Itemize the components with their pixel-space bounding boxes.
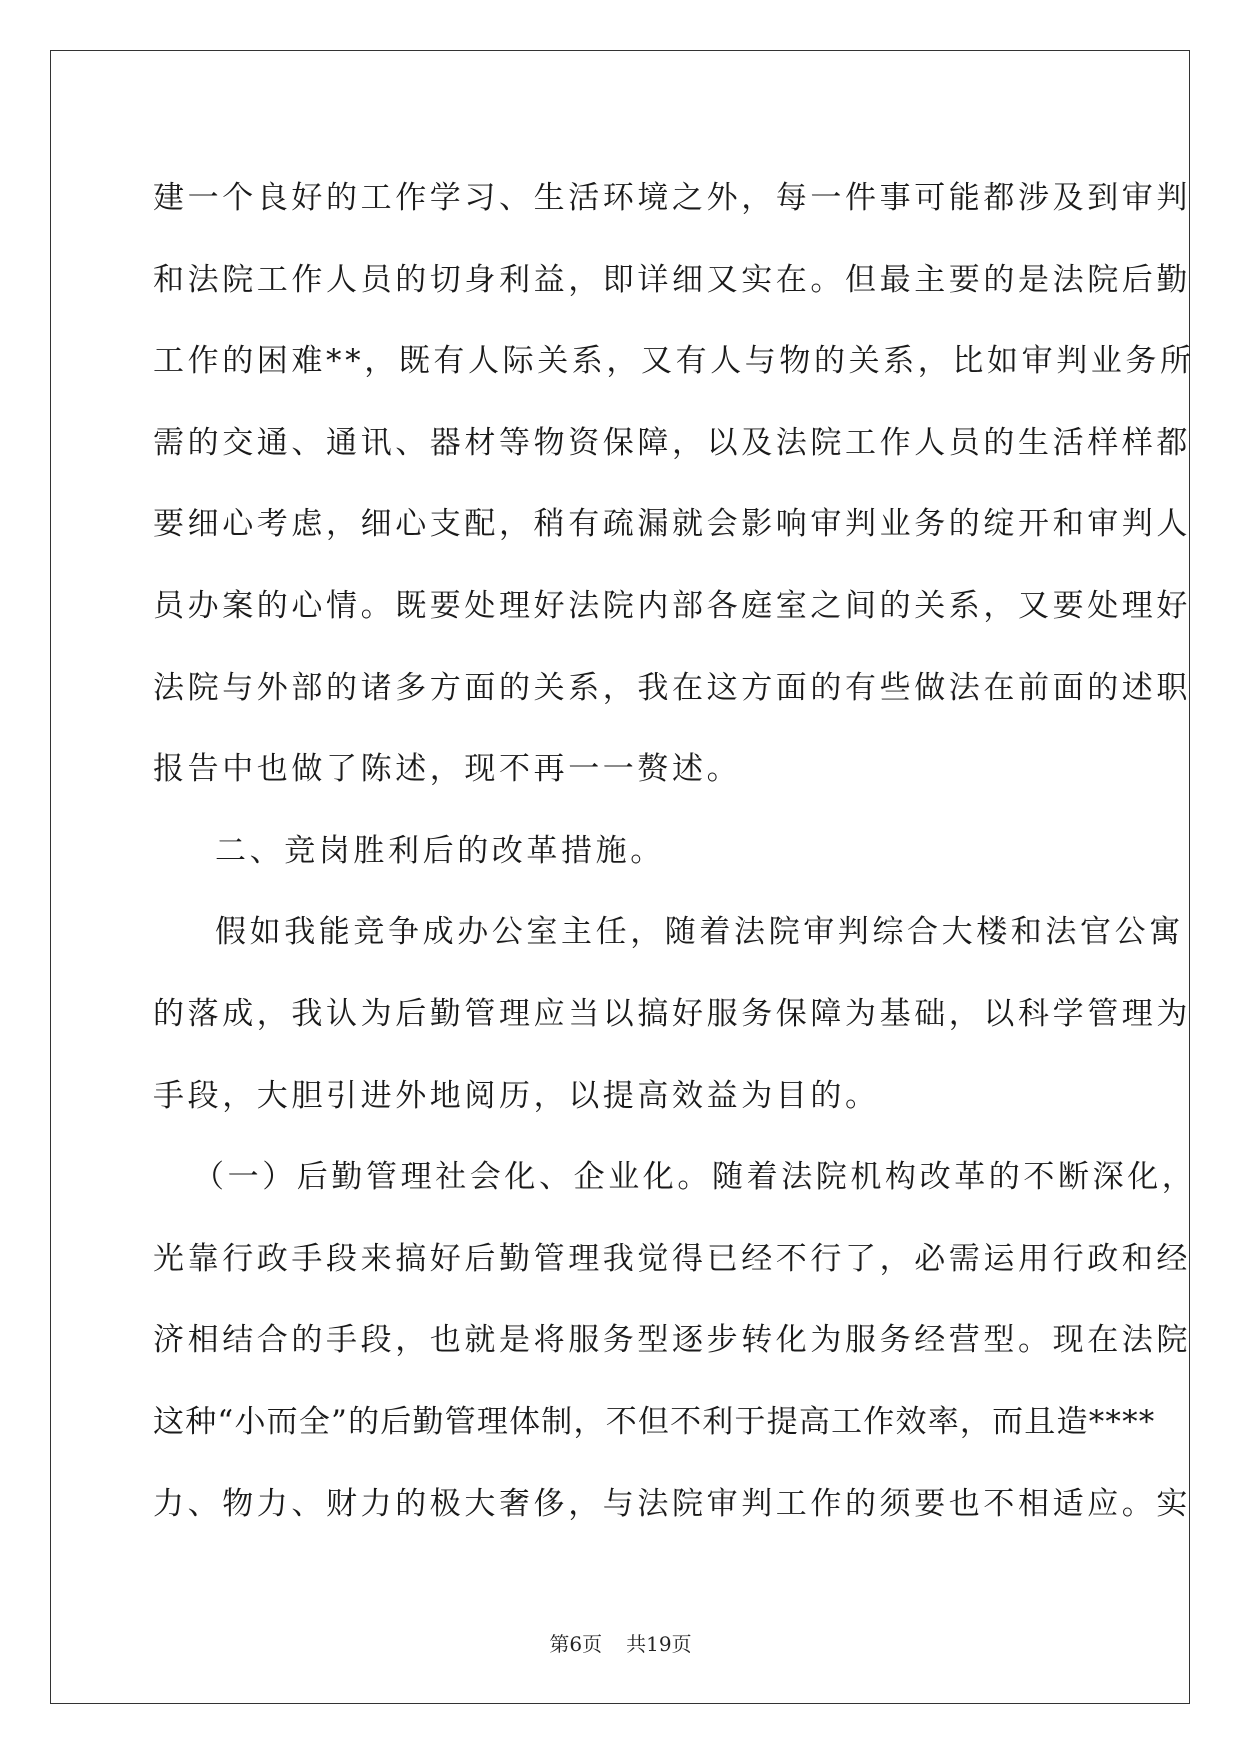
text-line: 需的交通、通讯、器材等物资保障，以及法院工作人员的生活样样都 [153,424,1191,461]
paragraph-start: 假如我能竞争成办公室主任，随着法院审判综合大楼和法官公寓 [215,914,1184,951]
text-line: 工作的困难**，既有人际关系，又有人与物的关系，比如审判业务所 [153,343,1195,380]
text-line: 报告中也做了陈述，现不再一一赘述。 [153,751,742,788]
text-line: 建一个良好的工作学习、生活环境之外，每一件事可能都涉及到审判 [153,180,1191,216]
document-body [153,158,1197,1545]
text-line: 的落成，我认为后勤管理应当以搞好服务保障为基础，以科学管理为 [153,995,1191,1032]
text-line: 济相结合的手段，也就是将服务型逐步转化为服务经营型。现在法院 [153,1322,1191,1359]
text-line: 这种“小而全”的后勤管理体制，不但不利于提高工作效率，而且造**** [153,1403,1156,1440]
text-line: 和法院工作人员的切身利益，即详细又实在。但最主要的是法院后勤 [153,261,1191,298]
page-number: 第6页 [549,1632,603,1656]
text-line: 力、物力、财力的极大奢侈，与法院审判工作的须要也不相适应。实 [153,1485,1191,1522]
page-total: 共19页 [626,1632,692,1656]
text-line: 员办案的心情。既要处理好法院内部各庭室之间的关系，又要处理好 [153,587,1191,624]
text-line: 光靠行政手段来搞好后勤管理我觉得已经不行了，必需运用行政和经 [153,1240,1191,1277]
page-footer [0,1628,1241,1657]
subsection-start: （一）后勤管理社会化、企业化。随着法院机构改革的不断深化， [193,1159,1197,1196]
section-heading: 二、竞岗胜利后的改革措施。 [215,832,665,869]
text-line: 要细心考虑，细心支配，稍有疏漏就会影响审判业务的绽开和审判人 [153,506,1191,543]
text-line: 手段，大胆引进外地阅历，以提高效益为目的。 [153,1077,880,1114]
text-line: 法院与外部的诸多方面的关系，我在这方面的有些做法在前面的述职 [153,669,1191,706]
